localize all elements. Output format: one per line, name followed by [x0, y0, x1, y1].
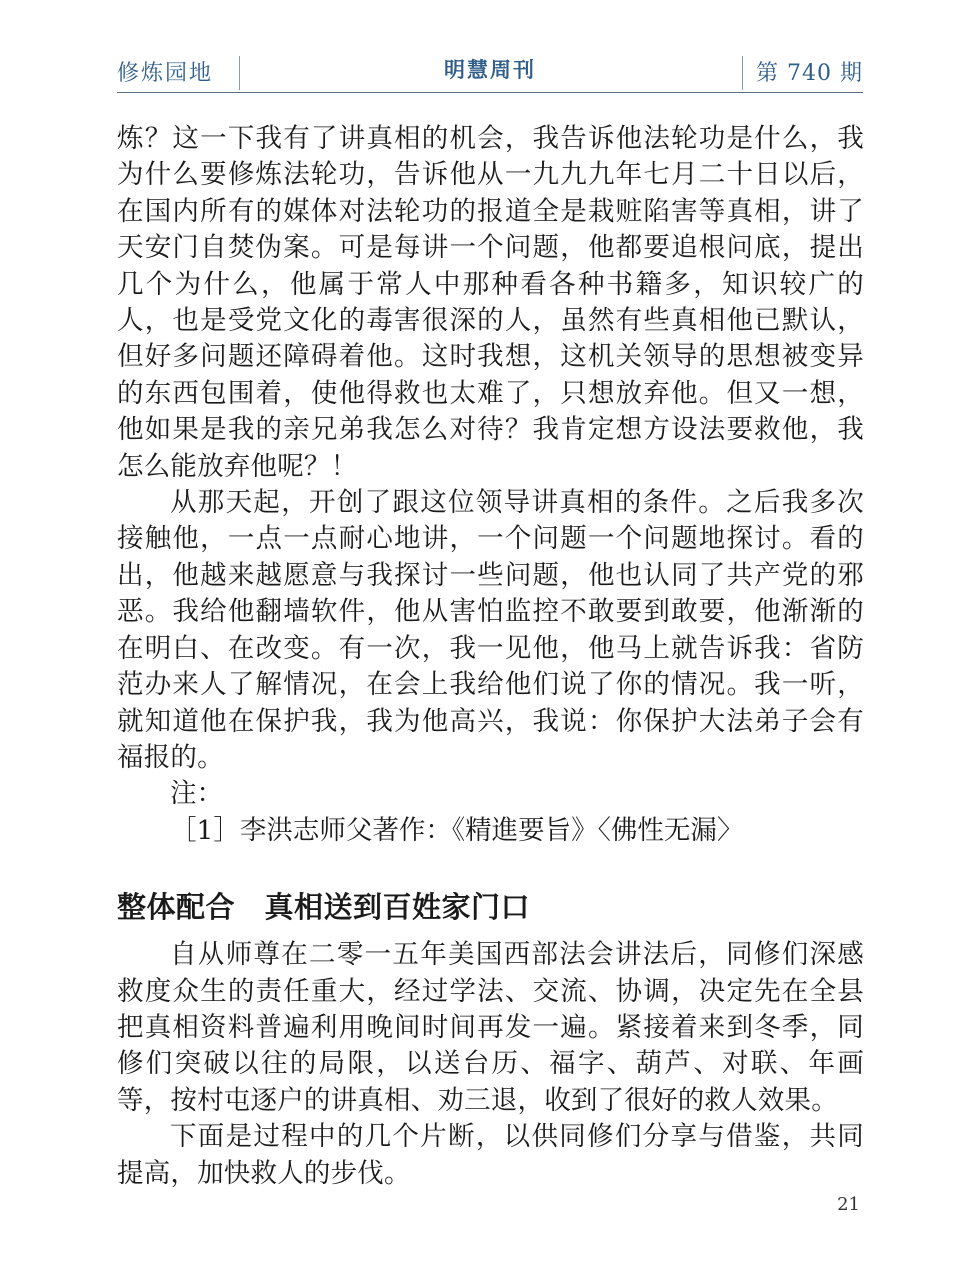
publication-title: 明慧周刊 — [444, 58, 536, 82]
paragraph-4: 下面是过程中的几个片断，以供同修们分享与借鉴，共同提高，加快救人的步伐。 — [117, 1121, 864, 1189]
page-header — [117, 48, 863, 93]
paragraph-3: 自从师尊在二零一五年美国西部法会讲法后，同修们深感救度众生的责任重大，经过学法、交流、协调，决定先在全县把真相资料普遍利用晚间时间再发一遍。紧接着来到冬季，同修们突破以往的局限，以送台历、福字、葫芦、对联、年画等，按村屯逐户的讲真相、劝三退，收到了很好的救人效果。 — [117, 939, 864, 1116]
section-heading: 整体配合 真相送到百姓家门口 — [117, 890, 531, 925]
note-item: ［1］李洪志师父著作：《精進要旨》〈佛性无漏〉 — [170, 814, 744, 846]
paragraph-1: 炼？这一下我有了讲真相的机会，我告诉他法轮功是什么，我为什么要修炼法轮功，告诉他从一九九九年七月二十日以后，在国内所有的媒体对法轮功的报道全是栽赃陷害等真相，讲了天安门自焚伪案。可是每讲一个问题，他都要追根问底，提出几个为什么，他属于常人中那种看各种书籍多，知识较广的人，也是受党文化的毒害很深的人，虽然有些真相他已默认，但好多问题还障碍着他。这时我想，这机关领导的思想被变异的东西包围着，使他得救也太难了，只想放弃他。但又一想，他如果是我的亲兄弟我怎么对待？我肯定想方设法要救他，我怎么能放弃他呢？！ — [117, 123, 864, 482]
issue-number: 第 740 期 — [756, 61, 863, 86]
note-label: 注： — [170, 778, 223, 810]
article-body — [117, 121, 864, 1192]
page-number: 21 — [837, 1194, 860, 1215]
header-divider-right — [742, 56, 743, 90]
section-title: 修炼园地 — [117, 61, 214, 86]
paragraph-2: 从那天起，开创了跟这位领导讲真相的条件。之后我多次接触他，一点一点耐心地讲，一个问题一个问题地探讨。看的出，他越来越愿意与我探讨一些问题，他也认同了共产党的邪恶。我给他翻墙软件，他从害怕监控不敢要到敢要，他渐渐的在明白、在改变。有一次，我一见他，他马上就告诉我：省防范办来人了解情况，在会上我给他们说了你的情况。我一听，就知道他在保护我，我为他高兴，我说：你保护大法弟子会有福报的。 — [117, 487, 864, 773]
